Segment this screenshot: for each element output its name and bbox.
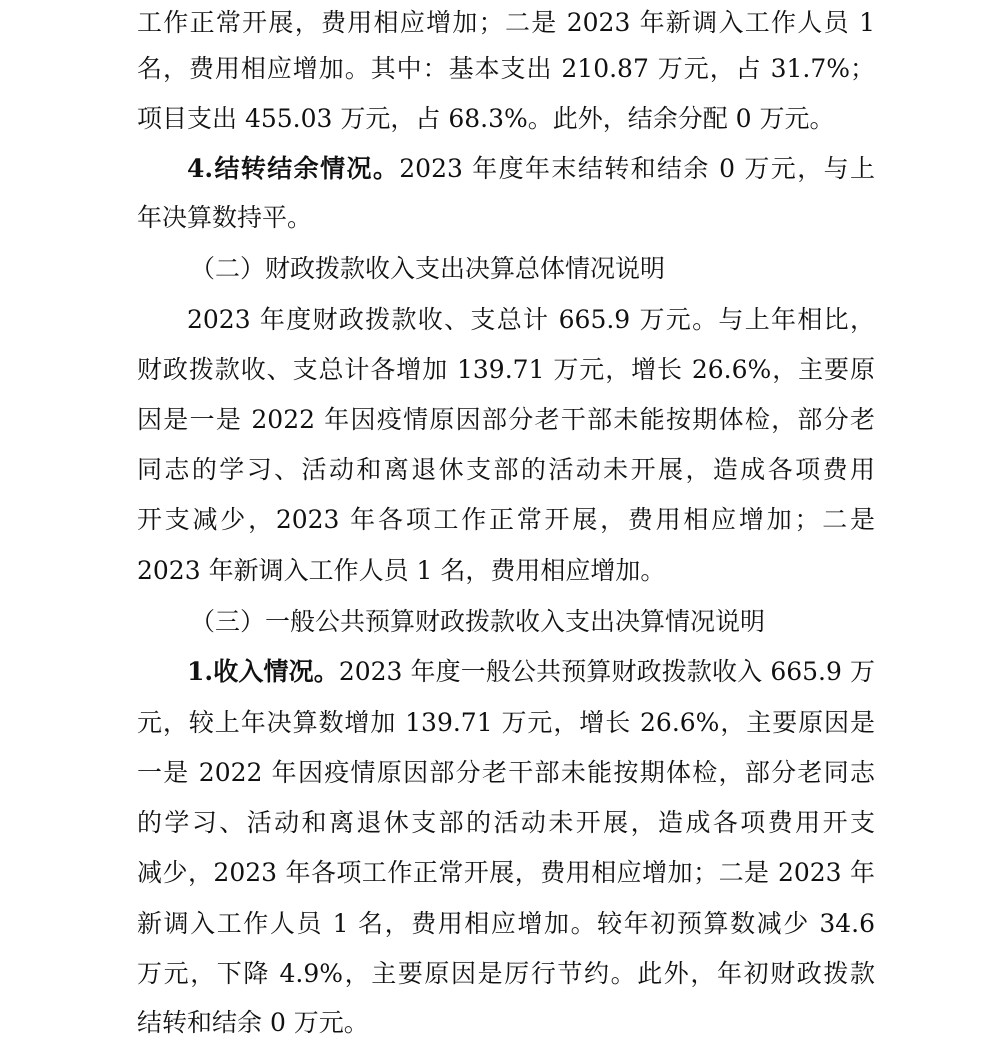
line-text: 万元，下降 4.9%，主要原因是厉行节约。此外，年初财政拨款	[137, 959, 875, 988]
line-text: 2023 年新调入工作人员 1 名，费用相应增加。	[137, 556, 666, 585]
line-text: 2023 年度财政拨款收、支总计 665.9 万元。与上年相比，	[187, 305, 875, 334]
paragraph-line	[137, 851, 875, 895]
paragraph-line	[137, 196, 875, 240]
paragraph-line	[137, 448, 875, 492]
paragraph-line	[137, 751, 875, 795]
paragraph-line	[137, 1, 875, 45]
paragraph-line	[137, 498, 875, 542]
line-text: 因是一是 2022 年因疫情原因部分老干部未能按期体检，部分老	[137, 405, 875, 434]
section-label: 4.结转结余情况。	[187, 154, 400, 183]
paragraph-line	[137, 348, 875, 392]
line-text: 的学习、活动和离退休支部的活动未开展，造成各项费用开支	[137, 808, 875, 837]
line-text: 财政拨款收、支总计各增加 139.71 万元，增长 26.6%，主要原	[137, 355, 875, 384]
paragraph-line	[137, 902, 875, 946]
paragraph-line	[137, 47, 875, 91]
paragraph-line	[137, 97, 875, 141]
line-text: 减少，2023 年各项工作正常开展，费用相应增加；二是 2023 年	[137, 858, 875, 887]
section-heading	[190, 600, 878, 644]
line-text: 2023 年度一般公共预算财政拨款收入 665.9 万	[338, 657, 875, 686]
line-text: 工作正常开展，费用相应增加；二是 2023 年新调入工作人员 1	[137, 8, 875, 37]
line-text: 年决算数持平。	[137, 203, 313, 232]
section-lead-line	[187, 147, 875, 191]
line-text: 结转和结余 0 万元。	[137, 1008, 369, 1037]
heading-text: （二）财政拨款收入支出决算总体情况说明	[190, 254, 666, 283]
line-text: 开支减少，2023 年各项工作正常开展，费用相应增加；二是	[137, 505, 875, 534]
paragraph-line	[137, 549, 875, 593]
line-text: 名，费用相应增加。其中：基本支出 210.87 万元，占 31.7%；	[137, 54, 875, 83]
paragraph-line	[137, 952, 875, 996]
line-text: 2023 年度年末结转和结余 0 万元，与上	[399, 154, 875, 183]
paragraph-line	[137, 1001, 875, 1045]
heading-text: （三）一般公共预算财政拨款收入支出决算情况说明	[190, 607, 766, 636]
line-text: 项目支出 455.03 万元，占 68.3%。此外，结余分配 0 万元。	[137, 104, 835, 133]
line-text: 新调入工作人员 1 名，费用相应增加。较年初预算数减少 34.6	[137, 909, 875, 938]
paragraph-line	[137, 801, 875, 845]
line-text: 同志的学习、活动和离退休支部的活动未开展，造成各项费用	[137, 455, 875, 484]
line-text: 元，较上年决算数增加 139.71 万元，增长 26.6%，主要原因是	[137, 708, 875, 737]
paragraph-line	[137, 701, 875, 745]
section-label: 1.收入情况。	[187, 657, 339, 686]
paragraph-line	[137, 398, 875, 442]
section-lead-line	[187, 650, 875, 694]
line-text: 一是 2022 年因疫情原因部分老干部未能按期体检，部分老同志	[137, 758, 875, 787]
section-heading	[190, 247, 878, 291]
paragraph-line	[187, 298, 875, 342]
